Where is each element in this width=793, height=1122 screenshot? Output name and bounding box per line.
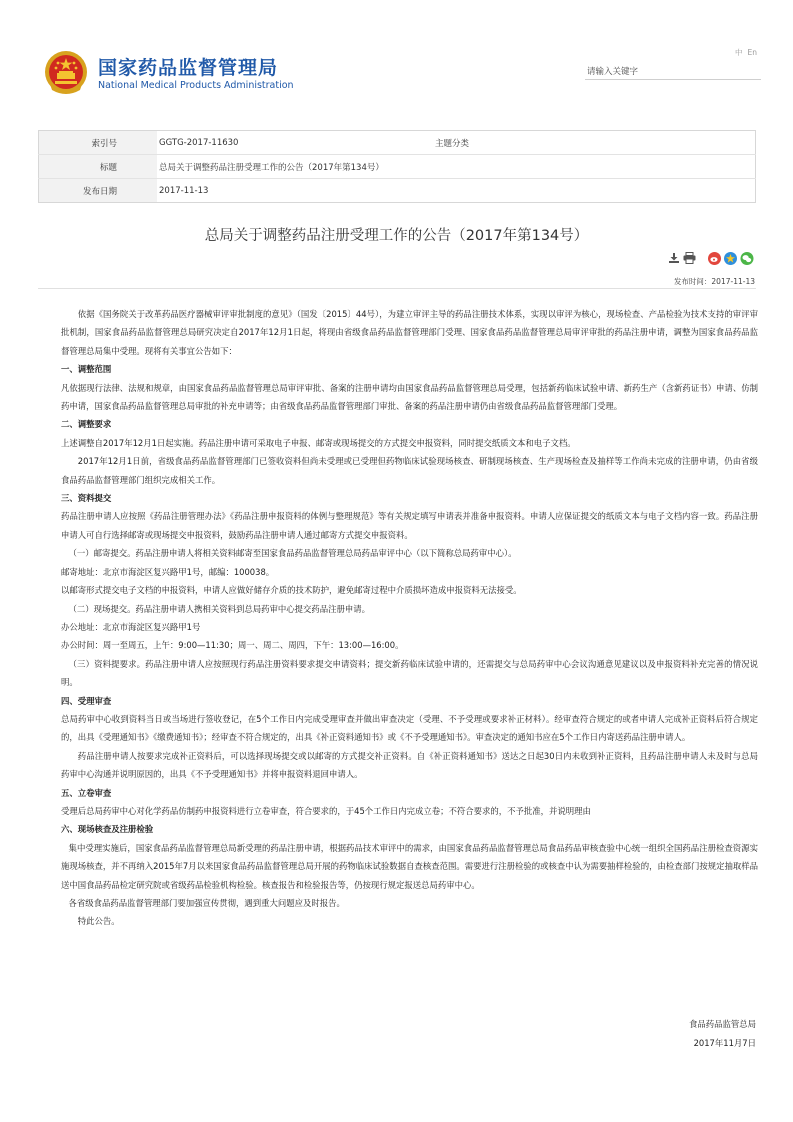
publish-time (674, 276, 755, 287)
paragraph: 总局药审中心收到资料当日或当场进行签收登记，在5个工作日内完成受理审查并做出审查决定（受理、不予受理或要求补正材料）。经审查符合规定的或者申请人完成补正资料后符合规定的，出具《受理通知书》《缴费通知书》；经审查不符合规定的，出具《补正资料通知书》或《不予受理通知书》。审查决定的通知书应在5个工作日内寄送药品注册申请人。 (61, 713, 758, 743)
lang-en-link[interactable]: En (747, 48, 757, 57)
paragraph: 药品注册申请人按要求完成补正资料后，可以选择现场提交或以邮寄的方式提交补正资料。自《补正资料通知书》送达之日起30日内未收到补正资料，且药品注册申请人未及时与总局药审中心沟通并说明原因的，出具《不予受理通知书》并将申报资料退回申请人。 (61, 750, 758, 780)
section-heading: 二、调整要求 (61, 419, 112, 430)
section-heading: 四、受理审查 (61, 695, 112, 706)
article-title: 总局关于调整药品注册受理工作的公告（2017年第134号） (204, 228, 589, 244)
paragraph: 办公时间：周一至周五，上午：9:00—11:30；周一、周二、周四，下午：13:00—16:00。 (61, 640, 404, 651)
date-value: 2017-11-13 (159, 185, 209, 196)
language-switch (730, 47, 757, 58)
weibo-icon[interactable] (708, 252, 721, 265)
section-heading: 一、调整范围 (61, 364, 112, 375)
index-label: 索引号 (39, 131, 158, 155)
paragraph: 药品注册申请人应按照《药品注册管理办法》《药品注册申报资料的体例与整理规范》等有关规定填写申请表并准备申报资料。申请人应保证提交的纸质文本与电子文档内容一致。药品注册申请人可自行选择邮寄或现场提交申报资料，鼓励药品注册申请人通过邮寄方式提交申报资料。 (61, 511, 758, 540)
print-icon[interactable] (683, 252, 696, 264)
index-value: GGTG-2017-11630 (157, 131, 429, 155)
national-emblem-icon (44, 50, 88, 96)
section-heading: 五、立卷审查 (61, 787, 112, 798)
site-header (0, 0, 793, 110)
signature-org: 食品药品监管总局 (689, 1019, 756, 1029)
category-label: 主题分类 (429, 131, 515, 155)
meta-row-date (39, 179, 756, 203)
download-icon[interactable] (668, 252, 680, 264)
meta-row-title (39, 155, 756, 179)
paragraph: 办公地址：北京市海淀区复兴路甲1号 (61, 621, 201, 632)
meta-row-index (39, 131, 756, 155)
category-value (515, 131, 756, 155)
section-heading: 三、资料提交 (61, 493, 112, 504)
section-heading: 六、现场核查及注册检验 (61, 824, 154, 835)
lang-cn-link[interactable]: 中 (735, 48, 743, 57)
search-input[interactable] (585, 64, 761, 80)
publish-time-value: 2017-11-13 (711, 277, 755, 286)
publish-time-label: 发布时间： (673, 277, 712, 286)
paragraph: （一）邮寄提交。药品注册申请人将相关资料邮寄至国家食品药品监督管理总局药品审评中心（以下简称总局药审中心）。 (68, 548, 517, 559)
paragraph: 受理后总局药审中心对化学药品仿制药申报资料进行立卷审查，符合要求的，于45个工作日内完成立卷；不符合要求的，不予批准，并说明理由 (61, 805, 591, 816)
signature (689, 1015, 756, 1053)
divider (38, 288, 756, 289)
site-title-en[interactable]: National Medical Products Administration (98, 80, 294, 91)
article-body (61, 305, 758, 931)
title-value: 总局关于调整药品注册受理工作的公告（2017年第134号） (157, 155, 756, 179)
title-label: 标题 (39, 155, 158, 179)
paragraph: 特此公告。 (77, 916, 120, 927)
document-meta-table (38, 130, 756, 203)
paragraph: 各省级食品药品监督管理部门要加强宣传贯彻，遇到重大问题应及时报告。 (68, 898, 345, 908)
site-title-cn[interactable]: 国家药品监督管理局 (98, 57, 279, 79)
paragraph: 上述调整自2017年12月1日起实施。药品注册申请可采取电子申报、邮寄或现场提交的方式提交申报资料，同时提交纸质文本和电子文档。 (61, 437, 576, 448)
paragraph: （二）现场提交。药品注册申请人携相关资料到总局药审中心提交药品注册申请。 (68, 603, 371, 614)
paragraph: （三）资料提要求。药品注册申请人应按照现行药品注册资料要求提交申请资料；提交新药临床试验申请的，还需提交与总局药审中心会议沟通意见建议以及申报资料补充完善的情况说明。 (61, 658, 758, 688)
signature-date: 2017年11月7日 (693, 1038, 756, 1048)
wechat-icon[interactable] (740, 252, 754, 265)
paragraph: 以邮寄形式提交电子文档的申报资料，申请人应做好储存介质的技术防护，避免邮寄过程中介质损坏造成申报资料无法接受。 (61, 585, 522, 596)
paragraph: 凡依据现行法律、法规和规章，由国家食品药品监督管理总局审评审批、备案的注册申请均由国家食品药品监督管理总局受理，包括新药临床试验申请、新药生产（含新药证书）申请、仿制药申请，国家食品药品监督管理总局审批的补充申请等；由省级食品药品监督管理部门审批、备案的药品注册申请仍由省级食品药品监督管理部门受理。 (61, 382, 758, 412)
date-label: 发布日期 (39, 179, 158, 203)
paragraph: 集中受理实施后，国家食品药品监督管理总局新受理的药品注册申请，根据药品技术审评中的需求，由国家食品药品监督管理总局食品药品审核查验中心统一组织全国药品注册检查资源实施现场核查，并不再纳入2015年7月以来国家食品药品监督管理总局开展的药物临床试验数据自查核查范围。需要进行注册检验的或核查中认为需要抽样检验的，由检查部门按规定抽取样品送中国食品药品检定研究院或省级药品检验机构检验。核查报告和检验报告等，仍按现行规定报送总局药审中心。 (61, 842, 758, 890)
paragraph: 2017年12月1日前，省级食品药品监督管理部门已签收资料但尚未受理或已受理但药物临床试验现场核查、研制现场核查、生产现场检查及抽样等工作尚未完成的注册申请，仍由省级食品药品监督管理部门组织完成相关工作。 (61, 456, 758, 485)
paragraph: 邮寄地址：北京市海淀区复兴路甲1号，邮编：100038。 (61, 566, 275, 577)
favorite-icon[interactable] (724, 252, 737, 265)
paragraph: 依据《国务院关于改革药品医疗器械审评审批制度的意见》（国发〔2015〕44号），为建立审评主导的药品注册技术体系，实现以审评为核心，现场检查、产品检验为技术支持的审评审批机制，国家食品药品监督管理总局研究决定自2017年12月1日起，将现由省级食品药品监督管理部门受理、国家食品药品监督管理总局审评审批的药品注册申请，调整为国家食品药品监督管理总局集中受理。现将有关事宜公告如下： (61, 309, 758, 356)
